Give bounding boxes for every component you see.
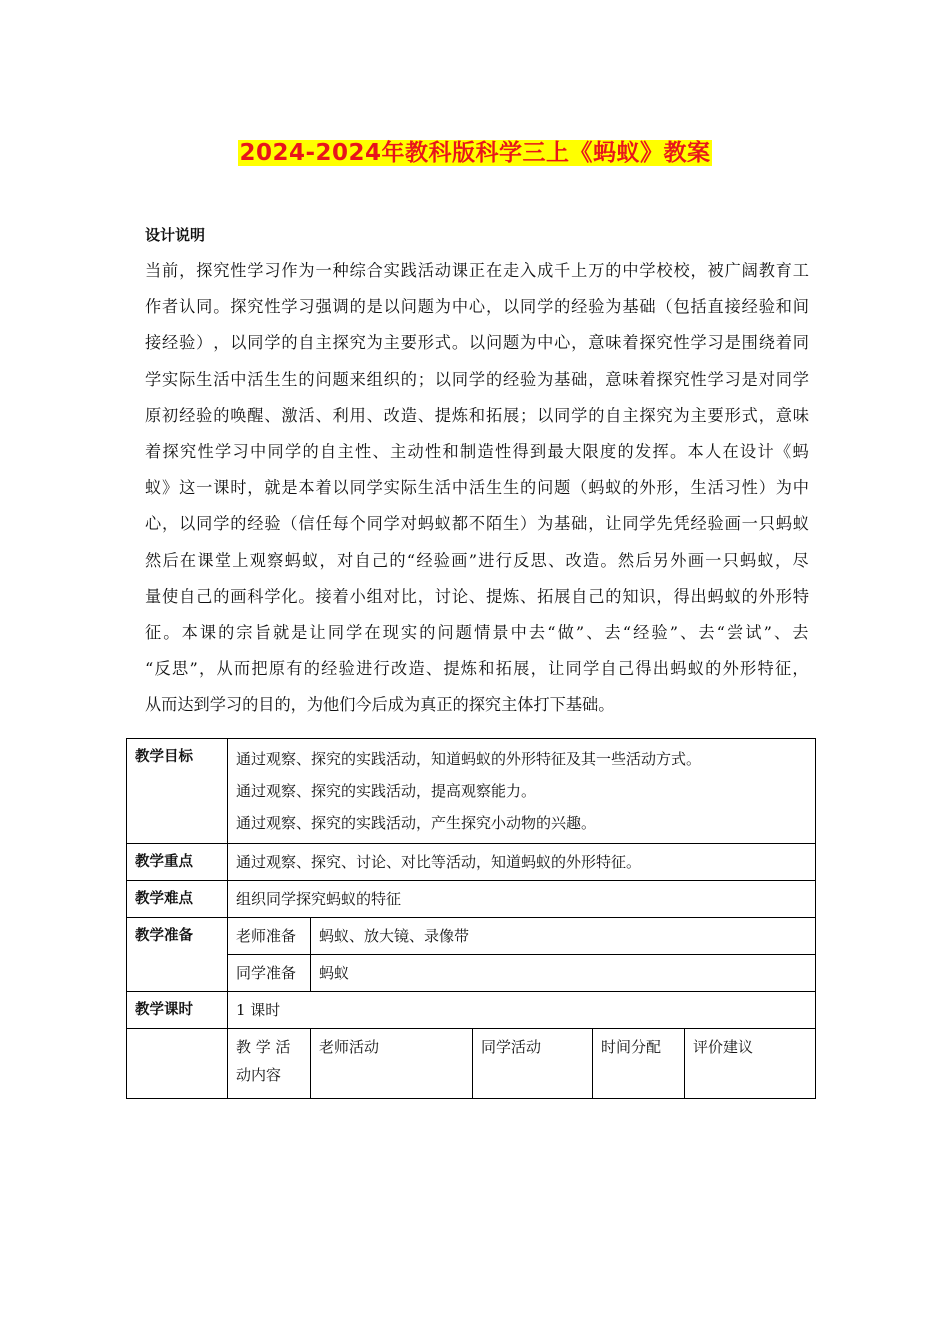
student-preparation-value: 蚂蚁 <box>311 955 816 992</box>
paragraph-line: 接 经 验 ） ， 以 同 学 的 自 主 探 究 为 主 要 形 式 。 以 问 题 为 中 心 ， 意 味 着 探 究 性 学 习 是 围 绕 着 同 <box>145 333 809 353</box>
activity-content-header <box>228 1029 311 1099</box>
title-text: 2024-2024年教科版科学三上《蚂蚁》教案 <box>239 140 711 166</box>
objectives-cell <box>228 739 816 844</box>
key-point-value: 通过观察、探究、讨论、对比等活动，知道蚂蚁的外形特征。 <box>228 844 816 881</box>
preparation-label: 教学准备 <box>127 918 228 992</box>
objective-item: 通过观察、探究的实践活动，提高观察能力。 <box>236 782 537 800</box>
paragraph-line: 作 者 认 同 。 探 究 性 学 习 强 调 的 是 以 问 题 为 中 心 ， 以 同 学 的 经 验 为 基 础 （ 包 括 直 接 经 验 和 间 <box>145 297 809 317</box>
section-heading: 设计说明 <box>145 226 206 244</box>
objective-item: 通过观察、探究的实践活动，产生探究小动物的兴趣。 <box>236 814 597 832</box>
difficulty-label: 教学难点 <box>127 881 228 918</box>
objectives-row <box>127 739 816 844</box>
periods-label: 教学课时 <box>127 992 228 1029</box>
objectives-label: 教学目标 <box>127 739 228 844</box>
activity-content-line: 教 学 活 <box>236 1038 291 1056</box>
student-activity-header: 同学活动 <box>473 1029 593 1099</box>
periods-value: 1 课时 <box>228 992 816 1029</box>
periods-row <box>127 992 816 1029</box>
paragraph-line: 蚁 》 这 一 课 时 ， 就 是 本 着 以 同 学 实 际 生 活 中 活 生 生 的 问 题 （ 蚂 蚁 的 外 形 ， 生 活 习 性 ） 为 中 <box>145 478 809 498</box>
paragraph-line: 从而达到学习的目的，为他们今后成为真正的探究主体打下基础。 <box>145 695 615 715</box>
teacher-activity-header: 老师活动 <box>311 1029 473 1099</box>
evaluation-header: 评价建议 <box>685 1029 816 1099</box>
paragraph-line: 量 使 自 己 的 画 科 学 化 。 接 着 小 组 对 比 ， 讨 论 、 提 炼 、 拓 展 自 己 的 知 识 ， 得 出 蚂 蚁 的 外 形 特 <box>145 586 809 606</box>
teacher-preparation-value: 蚂蚁、放大镜、录像带 <box>311 918 816 955</box>
objective-item: 通过观察、探究的实践活动，知道蚂蚁的外形特征及其一些活动方式。 <box>236 750 702 768</box>
paragraph-line: 当 前 ， 探 究 性 学 习 作 为 一 种 综 合 实 践 活 动 课 正 在 走 入 成 千 上 万 的 中 学 校 校 ， 被 广 阔 教 育 工 <box>145 261 809 280</box>
design-description-paragraph <box>145 253 809 723</box>
paragraph-line: “ 反 思 ” ， 从 而 把 原 有 的 经 验 进 行 改 造 、 提 炼 和 拓 展 ， 让 同 学 自 己 得 出 蚂 蚁 的 外 形 特 征 ， <box>145 659 809 679</box>
student-preparation-row <box>127 955 816 992</box>
empty-cell <box>127 1029 228 1099</box>
paragraph-line: 心 ， 以 同 学 的 经 验 （ 信 任 每 个 同 学 对 蚂 蚁 都 不 陌 生 ） 为 基 础 ， 让 同 学 先 凭 经 验 画 一 只 蚂 蚁 <box>145 514 809 534</box>
document-title <box>0 134 950 167</box>
time-allocation-header: 时间分配 <box>593 1029 685 1099</box>
key-point-row <box>127 844 816 881</box>
lesson-plan-table <box>126 738 816 1099</box>
key-point-label: 教学重点 <box>127 844 228 881</box>
difficulty-row <box>127 881 816 918</box>
student-preparation-label: 同学准备 <box>228 955 311 992</box>
paragraph-line: 着 探 究 性 学 习 中 同 学 的 自 主 性 、 主 动 性 和 制 造 性 得 到 最 大 限 度 的 发 挥 。 本 人 在 设 计 《 蚂 <box>145 441 809 461</box>
difficulty-value: 组织同学探究蚂蚁的特征 <box>228 881 816 918</box>
teacher-preparation-label: 老师准备 <box>228 918 311 955</box>
paragraph-line: 然 后 在 课 堂 上 观 察 蚂 蚁 ， 对 自 己 的 “ 经 验 画 ” 进 行 反 思 、 改 造 。 然 后 另 外 画 一 只 蚂 蚁 ， 尽 <box>145 550 809 570</box>
paragraph-line: 原 初 经 验 的 唤 醒 、 激 活 、 利 用 、 改 造 、 提 炼 和 拓 展 ； 以 同 学 的 自 主 探 究 为 主 要 形 式 ， 意 味 <box>145 405 809 425</box>
activity-header-row <box>127 1029 816 1099</box>
teacher-preparation-row <box>127 918 816 955</box>
activity-content-line: 动内容 <box>236 1066 282 1084</box>
paragraph-line: 学 实 际 生 活 中 活 生 生 的 问 题 来 组 织 的 ； 以 同 学 的 经 验 为 基 础 ， 意 味 着 探 究 性 学 习 是 对 同 学 <box>145 369 809 389</box>
paragraph-line: 征 。 本 课 的 宗 旨 就 是 让 同 学 在 现 实 的 问 题 情 景 中 去 “ 做 ” 、 去 “ 经 验 ” 、 去 “ 尝 试 ” 、 去 <box>145 622 809 642</box>
